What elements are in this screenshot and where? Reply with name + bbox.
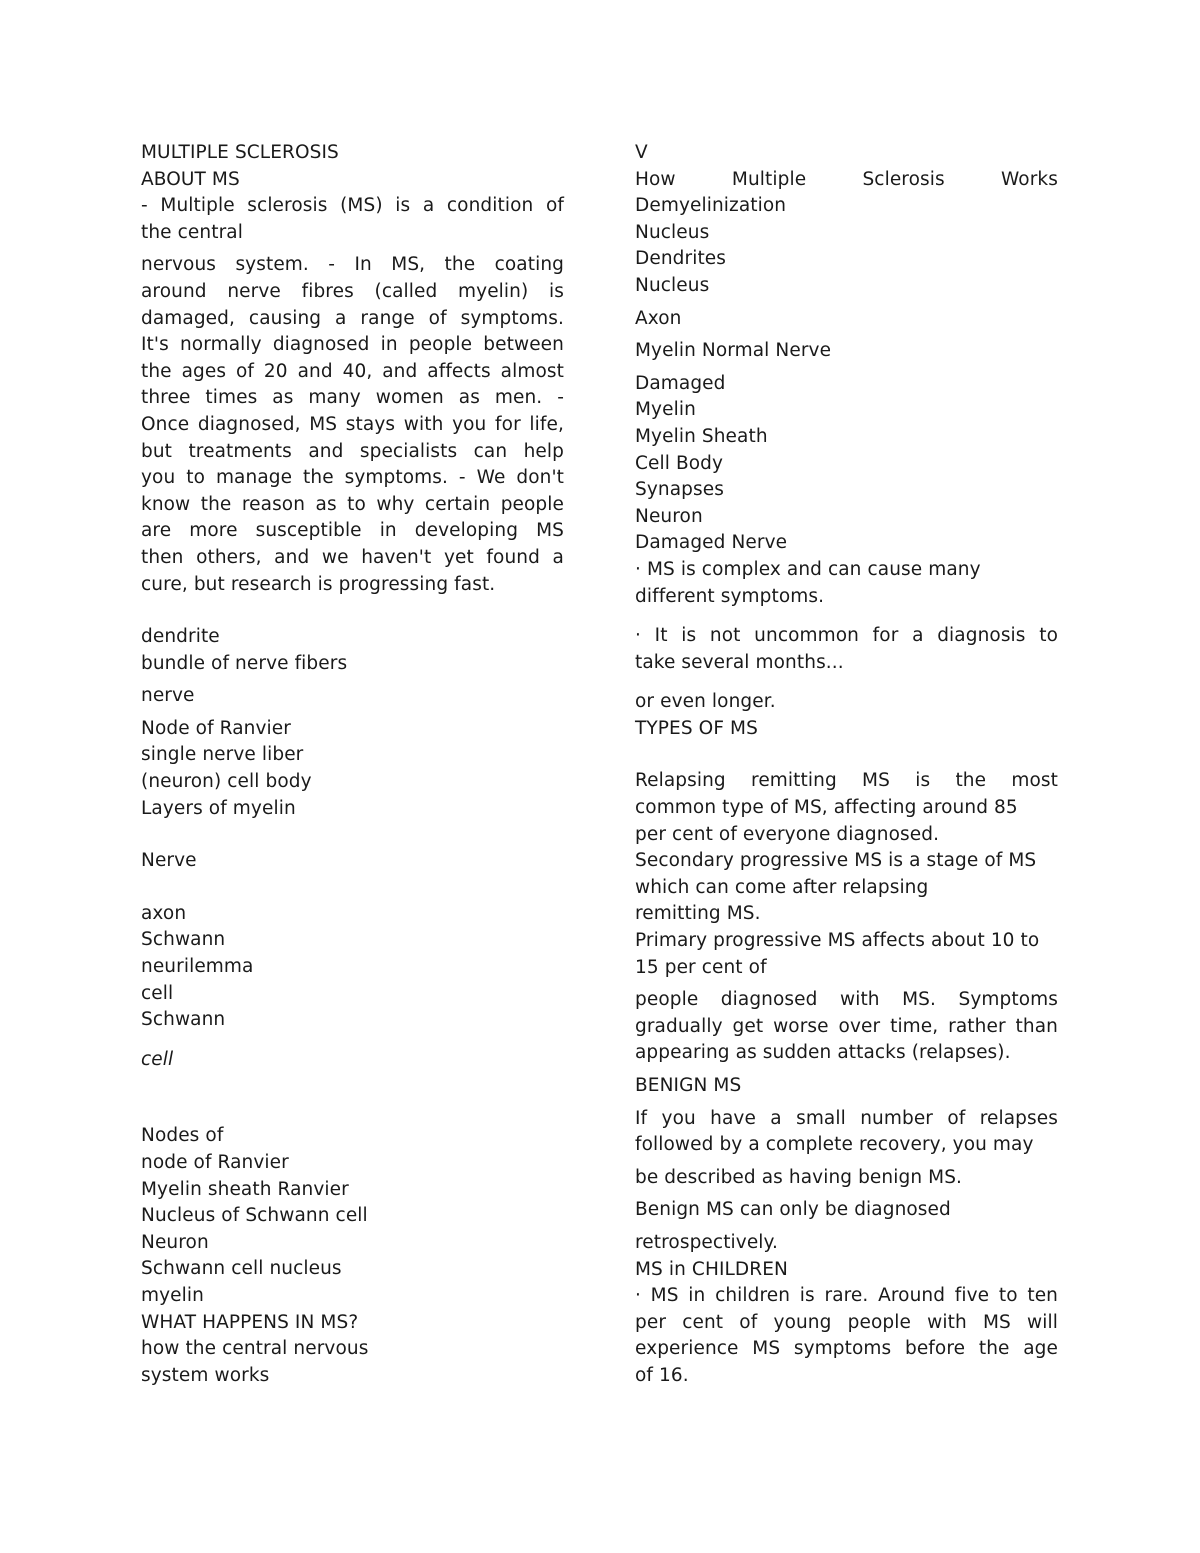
label-myelin: Myelin (635, 399, 696, 421)
label-schwann-nucleus: Schwann cell nucleus (141, 1258, 342, 1280)
label-synapses: Synapses (635, 479, 724, 501)
label-node: Node of Ranvier (141, 717, 291, 739)
label-axon: Axon (635, 307, 682, 329)
diagram-labels-1 (141, 624, 564, 677)
label-node-of-ranvier: node of Ranvier (141, 1152, 289, 1173)
paragraph-line: of 16. (635, 1364, 689, 1386)
label-nerve: nerve (141, 685, 195, 707)
benign-line: be described as having benign MS. (635, 1166, 963, 1188)
paragraph-line: common type of MS, affecting around 85 (635, 797, 1018, 819)
paragraph-line: 15 per cent of (635, 956, 767, 978)
bullet-complex: · MS is complex and can cause many (635, 558, 981, 580)
intro-line: the central (141, 221, 243, 243)
label-dendrite: dendrite (141, 626, 220, 648)
label-neuron: Neuron (141, 1231, 209, 1253)
paragraph-line: · It is not uncommon for a diagnosis to (635, 625, 1058, 647)
benign-paragraph (635, 1106, 1058, 1159)
paragraph-line: gradually get worse over time, rather than (635, 1015, 1058, 1037)
paragraph-line: people diagnosed with MS. Symptoms (635, 989, 1058, 1011)
section-heading-benign: BENIGN MS (635, 1075, 742, 1096)
types-paragraph (635, 768, 1058, 981)
paragraph-line: Once diagnosed, MS stays with you for life, (141, 413, 564, 435)
label-v: V (635, 142, 648, 163)
right-column (635, 140, 1058, 1390)
diagram-labels-4 (141, 1123, 564, 1389)
label-dendrites: Dendrites (635, 248, 727, 270)
section-heading-types: TYPES OF MS (635, 717, 758, 739)
label-bundle: bundle of nerve fibers (141, 652, 348, 674)
how-word: Multiple (731, 168, 807, 190)
how-word: Works (1001, 168, 1058, 190)
bullet-complex: different symptoms. (635, 585, 825, 607)
label-neurilemma: neurilemma (141, 956, 254, 978)
paragraph-line: per cent of young people with MS will (635, 1311, 1058, 1333)
label-layers: Layers of myelin (141, 797, 296, 819)
about-paragraph (141, 252, 564, 598)
paragraph-line: · MS in children is rare. Around five to ten (635, 1285, 1058, 1307)
section-heading-what-happens: WHAT HAPPENS IN MS? (141, 1311, 359, 1333)
label-cell: cell (141, 982, 174, 1004)
paragraph-line: damaged, causing a range of symptoms. (141, 307, 564, 329)
paragraph-line: cure, but research is progressing fast. (141, 573, 496, 595)
diagram-labels-2 (141, 683, 564, 710)
paragraph-line: then others, and we haven't yet found a (141, 546, 564, 568)
label-nucleus: Nucleus (635, 274, 710, 296)
paragraph-line: which can come after relapsing (635, 876, 929, 898)
label-damaged-nerve: Damaged Nerve (635, 532, 788, 554)
paragraph-line: remitting MS. (635, 903, 761, 925)
label-single-nerve: single nerve liber (141, 744, 304, 766)
paragraph-line: experience MS symptoms before the age (635, 1338, 1058, 1360)
even-longer: or even longer. (635, 691, 776, 713)
paragraph-line: Primary progressive MS affects about 10 to (635, 930, 1040, 952)
label-cell-italic: cell (141, 1048, 174, 1070)
label-schwann: Schwann (141, 1009, 226, 1031)
label-how-cns: how the central nervous (141, 1338, 369, 1360)
paragraph-line: Relapsing remitting MS is the most (635, 770, 1058, 792)
paragraph-line: appearing as sudden attacks (relapses). (635, 1042, 1011, 1064)
label-myelin: myelin (141, 1284, 204, 1306)
left-column (141, 140, 564, 1389)
label-schwann: Schwann (141, 929, 226, 951)
label-axon: axon (141, 902, 187, 924)
label-myelin-sheath: Myelin sheath Ranvier (141, 1178, 349, 1200)
paragraph-line: the ages of 20 and 40, and affects almost (141, 360, 564, 382)
label-myelin-normal-nerve: Myelin Normal Nerve (635, 340, 832, 362)
retrospectively: retrospectively. (635, 1231, 778, 1253)
people-paragraph (635, 987, 1058, 1067)
label-nerve-heading: Nerve (141, 850, 197, 872)
section-heading-children: MS in CHILDREN (635, 1258, 788, 1280)
label-neuron: Neuron (635, 505, 703, 527)
uncommon-paragraph (635, 623, 1058, 676)
label-nucleus-schwann: Nucleus of Schwann cell (141, 1205, 368, 1227)
paragraph-line: know the reason as to why certain people (141, 493, 564, 515)
children-paragraph (635, 1283, 1058, 1389)
damaged-labels (635, 371, 1058, 557)
label-nodes-of: Nodes of (141, 1125, 224, 1147)
paragraph-line: nervous system. - In MS, the coating (141, 254, 564, 276)
paragraph-line: around nerve fibres (called myelin) is (141, 280, 564, 302)
how-word: How (635, 168, 676, 190)
document-title: MULTIPLE SCLEROSIS (141, 142, 339, 163)
paragraph-line: you to manage the symptoms. - We don't (141, 467, 564, 489)
label-myelin-sheath: Myelin Sheath (635, 425, 768, 447)
label-cell-body: (neuron) cell body (141, 771, 312, 793)
label-cell-body: Cell Body (635, 452, 724, 474)
paragraph-line: are more susceptible in developing MS (141, 520, 564, 542)
how-word: Sclerosis (862, 168, 945, 190)
diagram-labels-2b (141, 716, 564, 822)
benign-line: Benign MS can only be diagnosed (635, 1199, 951, 1221)
paragraph-line: It's normally diagnosed in people between (141, 334, 564, 356)
section-heading-about: ABOUT MS (141, 168, 240, 190)
label-nucleus: Nucleus (635, 221, 710, 243)
paragraph-line: per cent of everyone diagnosed. (635, 823, 940, 845)
label-system-works: system works (141, 1364, 270, 1386)
diagram-labels-3 (141, 901, 564, 1034)
paragraph-line: Secondary progressive MS is a stage of MS (635, 850, 1037, 872)
paragraph-line: but treatments and specialists can help (141, 440, 564, 462)
paragraph-line: take several months... (635, 651, 844, 673)
paragraph-line: followed by a complete recovery, you may (635, 1134, 1034, 1156)
paragraph-line: If you have a small number of relapses (635, 1107, 1058, 1129)
label-damaged: Damaged (635, 372, 726, 394)
how-ms-works-heading (635, 167, 1058, 194)
label-demyelinization: Demyelinization (635, 195, 787, 217)
intro-line: - Multiple sclerosis (MS) is a condition of (141, 195, 564, 217)
paragraph-line: three times as many women as men. - (141, 387, 564, 409)
